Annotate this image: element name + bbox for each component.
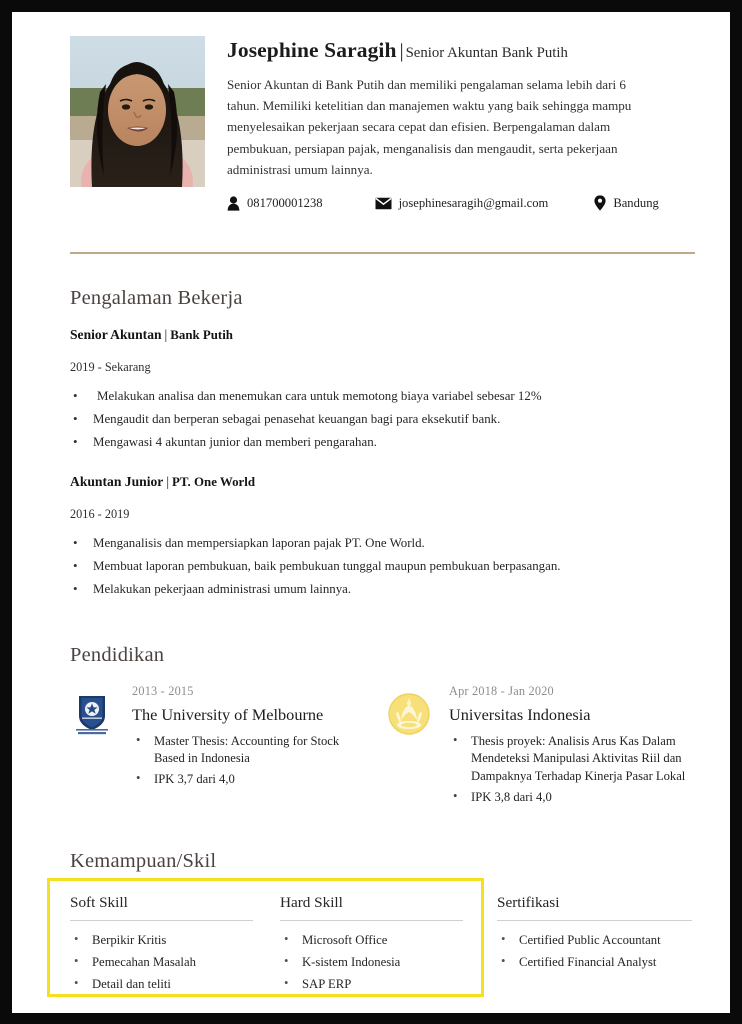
location-pin-icon: [594, 195, 606, 211]
list-item: • Mengaudit dan berperan sebagai penasehat keuangan bagi para eksekutif bank.: [70, 411, 695, 429]
skill-column-heading: Soft Skill: [70, 894, 253, 921]
experience-title-line: [70, 472, 695, 493]
section-title-education: Pendidikan: [70, 644, 165, 666]
university-of-melbourne-crest-icon: [70, 692, 114, 736]
contact-email-value: josephinesaragih@gmail.com: [398, 195, 549, 210]
name-line: [227, 38, 687, 63]
education-body: [132, 684, 370, 789]
list-item: • SAP ERP: [280, 976, 463, 994]
header-divider: [70, 252, 695, 254]
skill-column-heading: Hard Skill: [280, 894, 463, 921]
resume-page: [12, 12, 730, 1013]
experience-separator: |: [164, 327, 168, 342]
skill-column-sertifikasi: [497, 894, 692, 976]
contact-email[interactable]: [375, 196, 549, 211]
experience-organization: Bank Putih: [170, 328, 233, 342]
list-item: • Berpikir Kritis: [70, 932, 253, 950]
list-item: • Menganalisis dan mempersiapkan laporan pajak PT. One World.: [70, 535, 695, 553]
education-dates: 2013 - 2015: [132, 684, 194, 698]
list-item: • Microsoft Office: [280, 932, 463, 950]
portrait-photo-icon: [70, 36, 205, 187]
list-item: • Master Thesis: Accounting for Stock Based in Indonesia: [132, 733, 370, 769]
avatar: [70, 36, 205, 187]
experience-title-line: [70, 325, 695, 346]
skill-list: [70, 932, 253, 993]
list-item: • Mengawasi 4 akuntan junior dan memberi pengarahan.: [70, 434, 695, 452]
list-item: • Detail dan teliti: [70, 976, 253, 994]
name-separator: |: [399, 40, 404, 62]
page-title: Josephine Saragih: [227, 38, 397, 62]
experience-role: Akuntan Junior: [70, 474, 164, 489]
job-headline: Senior Akuntan Bank Putih: [405, 45, 568, 61]
contact-row: [227, 195, 659, 211]
section-title-skills: Kemampuan/Skil: [70, 850, 217, 872]
education-bullet-list: [449, 733, 692, 808]
list-item: • Thesis proyek: Analisis Arus Kas Dalam Mendeteksi Manipulasi Aktivitas Riil dan Dampaknya Terhadap Kinerja Pasar Lokal: [449, 733, 692, 787]
contact-phone-value: 081700001238: [247, 195, 323, 210]
list-item: • Membuat laporan pembukuan, baik pembukuan tunggal maupun pembukuan berpasangan.: [70, 558, 695, 576]
universitas-indonesia-makara-icon: [387, 692, 431, 736]
contact-location-value: Bandung: [613, 195, 659, 210]
experience-role: Senior Akuntan: [70, 327, 162, 342]
list-item: • IPK 3,8 dari 4,0: [449, 789, 692, 807]
person-icon: [227, 196, 240, 211]
list-item: • Melakukan analisa dan menemukan cara untuk memotong biaya variabel sebesar 12%: [70, 388, 695, 406]
contact-phone[interactable]: [227, 196, 323, 211]
experience-dates: 2016 - 2019: [70, 506, 130, 521]
skill-column-soft-skill: [70, 894, 253, 997]
education-dates: Apr 2018 - Jan 2020: [449, 684, 554, 698]
section-title-experience: Pengalaman Bekerja: [70, 287, 243, 309]
envelope-icon: [375, 197, 392, 210]
skill-list: [497, 932, 692, 972]
experience-entry: [70, 472, 695, 605]
list-item: • Pemecahan Masalah: [70, 954, 253, 972]
experience-bullet-list: [70, 535, 695, 599]
list-item: • Certified Public Accountant: [497, 932, 692, 950]
list-item: • Melakukan pekerjaan administrasi umum lainnya.: [70, 581, 695, 599]
experience-dates: 2019 - Sekarang: [70, 359, 151, 374]
experience-separator: |: [166, 474, 170, 489]
education-entry: [70, 684, 370, 792]
list-item: • Certified Financial Analyst: [497, 954, 692, 972]
header-text-block: [227, 38, 687, 180]
experience-entry: [70, 325, 695, 458]
education-body: [449, 684, 692, 807]
experience-organization: PT. One World: [172, 475, 256, 489]
list-item: • K-sistem Indonesia: [280, 954, 463, 972]
list-item: • IPK 3,7 dari 4,0: [132, 771, 370, 789]
education-entry: [387, 684, 692, 810]
education-school: The University of Melbourne: [132, 705, 324, 724]
skill-column-heading: Sertifikasi: [497, 894, 692, 921]
profile-summary: Senior Akuntan di Bank Putih dan memiliki pengalaman selama lebih dari 6 tahun. Memiliki ketelitian dan manajemen waktu yang baik sehingga mampu menyelesaikan pekerjaan secara cepat dan efisien. Berpengalaman dalam pembukuan, persiapan pajak, menganalisis dan mengaudit, serta pekerjaan administrasi umum lainnya.: [227, 77, 632, 177]
skill-list: [280, 932, 463, 993]
education-school: Universitas Indonesia: [449, 705, 591, 724]
experience-bullet-list: [70, 388, 695, 452]
contact-location[interactable]: [594, 195, 658, 211]
skill-column-hard-skill: [280, 894, 463, 997]
education-bullet-list: [132, 733, 370, 790]
